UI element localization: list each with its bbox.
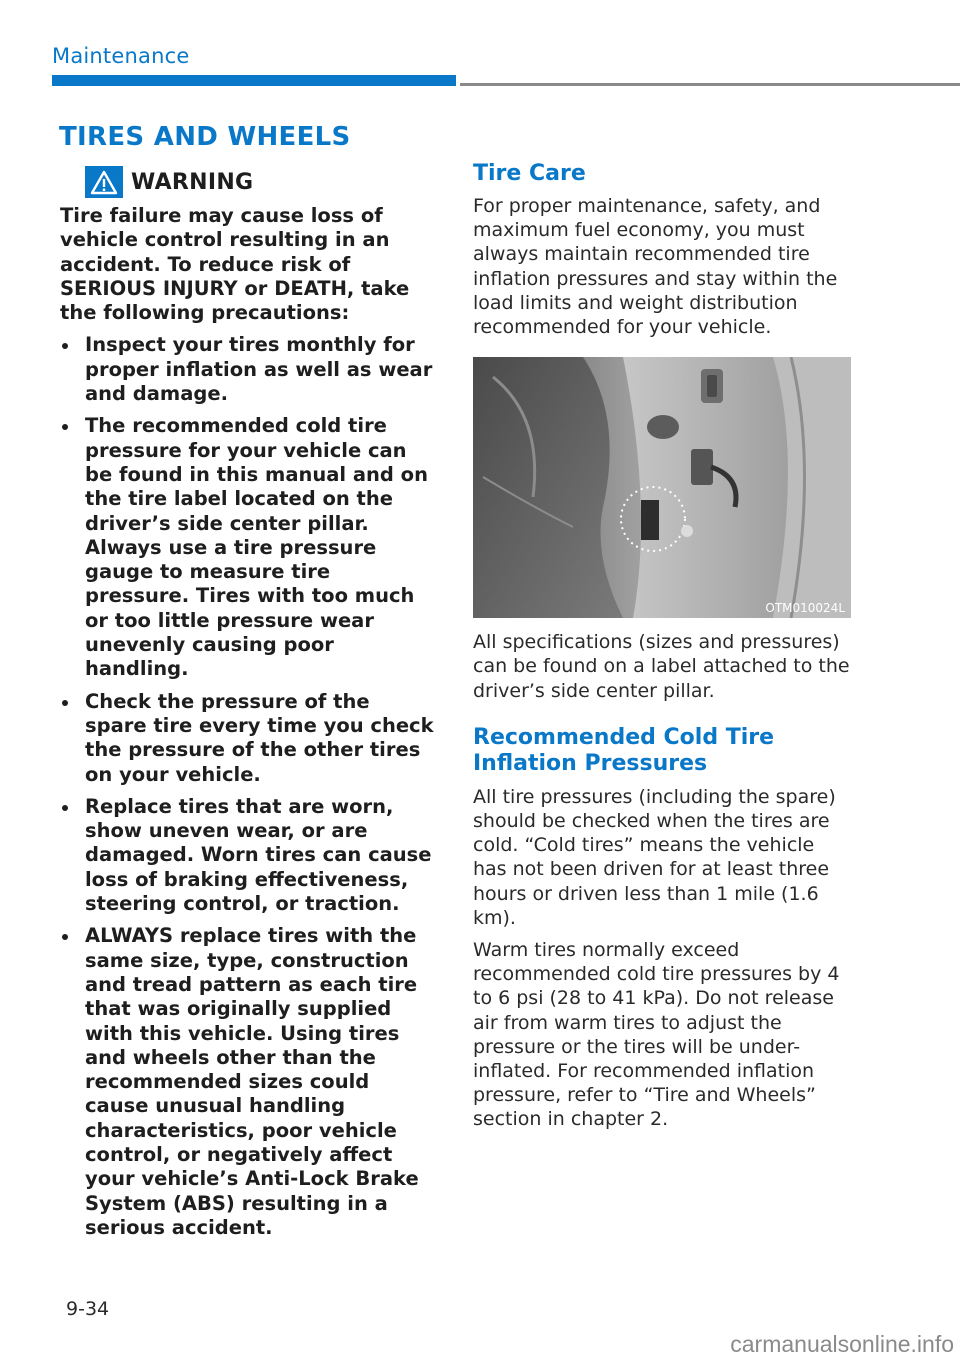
bullet-icon	[62, 424, 68, 430]
warning-item-text: ALWAYS replace tires with the same size, type, construction and tread pattern as each tire that was originally supplied with this vehicle. Using tires and wheels other than the recommended sizes could cause unusual handling characteristics, poor vehicle control, or negatively affect your vehicle’s Anti-Lock Brake System (ABS) resulting in a serious accident.	[85, 924, 419, 1239]
tire-care-heading: Tire Care	[473, 161, 586, 186]
tire-info-column	[473, 160, 853, 1132]
warning-intro: Tire failure may cause loss of vehicle control resulting in an accident. To reduce risk of SERIOUS INJURY or DEATH, take the following precautions:	[60, 204, 410, 325]
bullet-icon	[62, 343, 68, 349]
warning-item-text: The recommended cold tire pressure for your vehicle can be found in this manual and on the tire label located on the driver’s side center pillar. Always use a tire pressure gauge to measure tire pressure. Tires with too much or too little pressure wear unevenly causing poor handling.	[85, 414, 428, 681]
door-pillar-illustration	[473, 357, 851, 618]
warning-triangle-icon	[85, 166, 123, 198]
warning-item	[60, 795, 436, 916]
warning-item	[60, 333, 436, 406]
bullet-icon	[62, 700, 68, 706]
cold-tire-heading	[473, 725, 853, 777]
page-title: TIRES AND WHEELS	[59, 122, 351, 152]
warning-header	[60, 164, 436, 200]
label-location-text: All specifications (sizes and pressures) can be found on a label attached to the driver’s side center pillar.	[473, 631, 850, 702]
tire-care-intro: For proper maintenance, safety, and maximum fuel economy, you must always maintain recommended tire inflation pressures and stay within the load limits and weight distribution recommended for your vehicle.	[473, 195, 838, 339]
figure-code: OTM010024L	[765, 601, 845, 616]
cold-tire-paragraph-2: Warm tires normally exceed recommended cold tire pressures by 4 to 6 psi (28 to 41 kPa). Do not release air from warm tires to adjust the pressure or the tires will be under-inflated. For recommended inflation pressure, refer to “Tire and Wheels” section in chapter 2.	[473, 939, 840, 1131]
header-rule-accent	[52, 75, 456, 86]
warning-item	[60, 924, 436, 1240]
header-rule	[460, 83, 960, 86]
warning-item	[60, 690, 436, 787]
cold-tire-heading-line2: Inflation Pressures	[473, 750, 708, 776]
warning-item-text: Check the pressure of the spare tire every time you check the pressure of the other tires on your vehicle.	[85, 689, 434, 786]
warning-label: WARNING	[131, 169, 254, 195]
warning-column	[60, 164, 436, 1248]
bullet-icon	[62, 805, 68, 811]
page-number: 9-34	[66, 1298, 110, 1320]
watermark: carmanualsonline.info	[730, 1331, 954, 1357]
section-label: Maintenance	[52, 44, 190, 68]
bullet-icon	[62, 934, 68, 940]
warning-item-text: Replace tires that are worn, show uneven wear, or are damaged. Worn tires can cause loss of braking effectiveness, steering control, or traction.	[85, 794, 432, 916]
cold-tire-heading-line1: Recommended Cold Tire	[473, 724, 775, 750]
warning-item-text: Inspect your tires monthly for proper inflation as well as wear and damage.	[85, 333, 433, 406]
door-pillar-figure	[473, 357, 851, 618]
warning-list	[60, 333, 436, 1240]
warning-item	[60, 414, 436, 681]
cold-tire-paragraph-1: All tire pressures (including the spare) should be checked when the tires are cold. “Cold tires” means the vehicle has not been driven for at least three hours or driven less than 1 mile (1.6 km).	[473, 785, 836, 929]
